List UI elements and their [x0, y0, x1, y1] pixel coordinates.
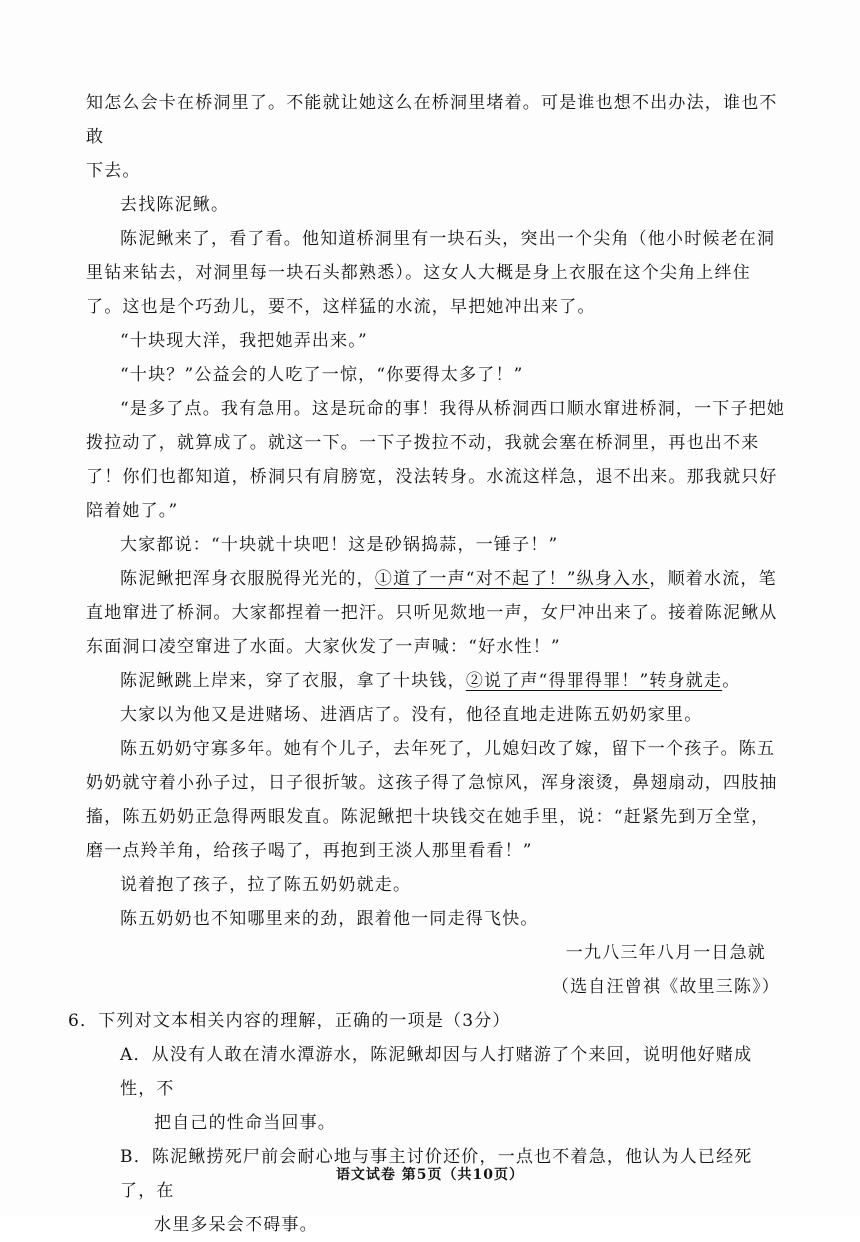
paragraph-with-underline-1 — [86, 562, 786, 664]
passage-body — [68, 86, 786, 1242]
page-footer: 语文试卷 第5页（共10页） — [335, 1167, 525, 1183]
source-line: （选自汪曾祺《故里三陈》） — [551, 977, 780, 997]
option-a-line1: A．从没有人敢在清水潭游水，陈泥鳅却因与人打赌游了个来回，说明他好赌成性，不 — [120, 1045, 753, 1099]
option-a — [86, 1038, 786, 1140]
text-run: 陈泥鳅把浑身衣服脱得光光的， — [120, 569, 375, 589]
paragraph: “是多了点。我有急用。这是玩命的事！我得从桥洞西口顺水窜进桥洞，一下子把她拨拉动了，就算成了。就这一下。一下子拨拉不动，我就会塞在桥洞里，再也出不来了！你们也都知道，桥洞只有肩膀宽，没法转身。水流这样急，退不出来。那我就只好陪着她了。” — [86, 399, 786, 521]
paragraph: 陈泥鳅来了，看了看。他知道桥洞里有一块石头，突出一个尖角（他小时候老在洞里钻来钻去，对洞里每一块石头都熟悉）。这女人大概是身上衣服在这个尖角上绊住了。这也是个巧劲儿，要不，这样猛的水流，早把她冲出来了。 — [86, 229, 776, 317]
paragraph: 陈五奶奶也不知哪里来的劲，跟着他一同走得飞快。 — [120, 909, 539, 929]
text-run: 。 — [722, 671, 741, 691]
paragraph-with-underline-2 — [86, 664, 786, 698]
paragraph: 大家以为他又是进赌场、进酒店了。没有，他径直地走进陈五奶奶家里。 — [120, 705, 703, 725]
paragraph: “十块现大洋，我把她弄出来。” — [120, 331, 368, 351]
option-b-line2: 水里多呆会不碍事。 — [154, 1215, 318, 1235]
option-b — [86, 1140, 786, 1242]
paragraph: “十块？”公益会的人吃了一惊，“你要得太多了！” — [120, 365, 524, 385]
paragraph: 说着抱了孩子，拉了陈五奶奶就走。 — [120, 875, 412, 895]
option-b-line1: B．陈泥鳅捞死尸前会耐心地与事主讨价还价，一点也不着急，他认为人已经死了，在 — [120, 1147, 753, 1201]
paragraph: 去找陈泥鳅。 — [120, 195, 230, 215]
option-a-line2: 把自己的性命当回事。 — [154, 1113, 336, 1133]
question-stem: 6．下列对文本相关内容的理解，正确的一项是（3分） — [68, 1011, 511, 1031]
text-run: 陈泥鳅跳上岸来，穿了衣服，拿了十块钱， — [120, 671, 466, 691]
text-run: ，顺着水流，笔直地窜进了桥洞。大家都捏着一把汗。只听见欻地一声，女尸冲出来了。接着陈泥鳅从东面洞口凌空窜进了水面。大家伙发了一声喊：“好水性！” — [86, 569, 778, 657]
paragraph: 知怎么会卡在桥洞里了。不能就让她这么在桥洞里堵着。可是谁也想不出办法，谁也不敢 — [86, 93, 778, 147]
paragraph: 陈五奶奶守寡多年。她有个儿子，去年死了，儿媳妇改了嫁，留下一个孩子。陈五奶奶就守着小孙子过，日子很折皱。这孩子得了急惊风，浑身滚烫，鼻翅扇动，四肢抽搐，陈五奶奶正急得两眼发直。陈泥鳅把十块钱交在她手里，说：“赶紧先到万全堂，磨一点羚羊角，给孩子喝了，再抱到王淡人那里看看！” — [86, 739, 778, 861]
underlined-sentence-2: ②说了声“得罪得罪！”转身就走 — [465, 671, 723, 691]
date-line: 一九八三年八月一日急就 — [565, 943, 766, 963]
paragraph: 大家都说：“十块就十块吧！这是砂锅捣蒜，一锤子！” — [120, 535, 559, 555]
paragraph: 下去。 — [86, 161, 141, 181]
underlined-sentence-1: ①道了一声“对不起了！”纵身入水 — [374, 569, 650, 589]
